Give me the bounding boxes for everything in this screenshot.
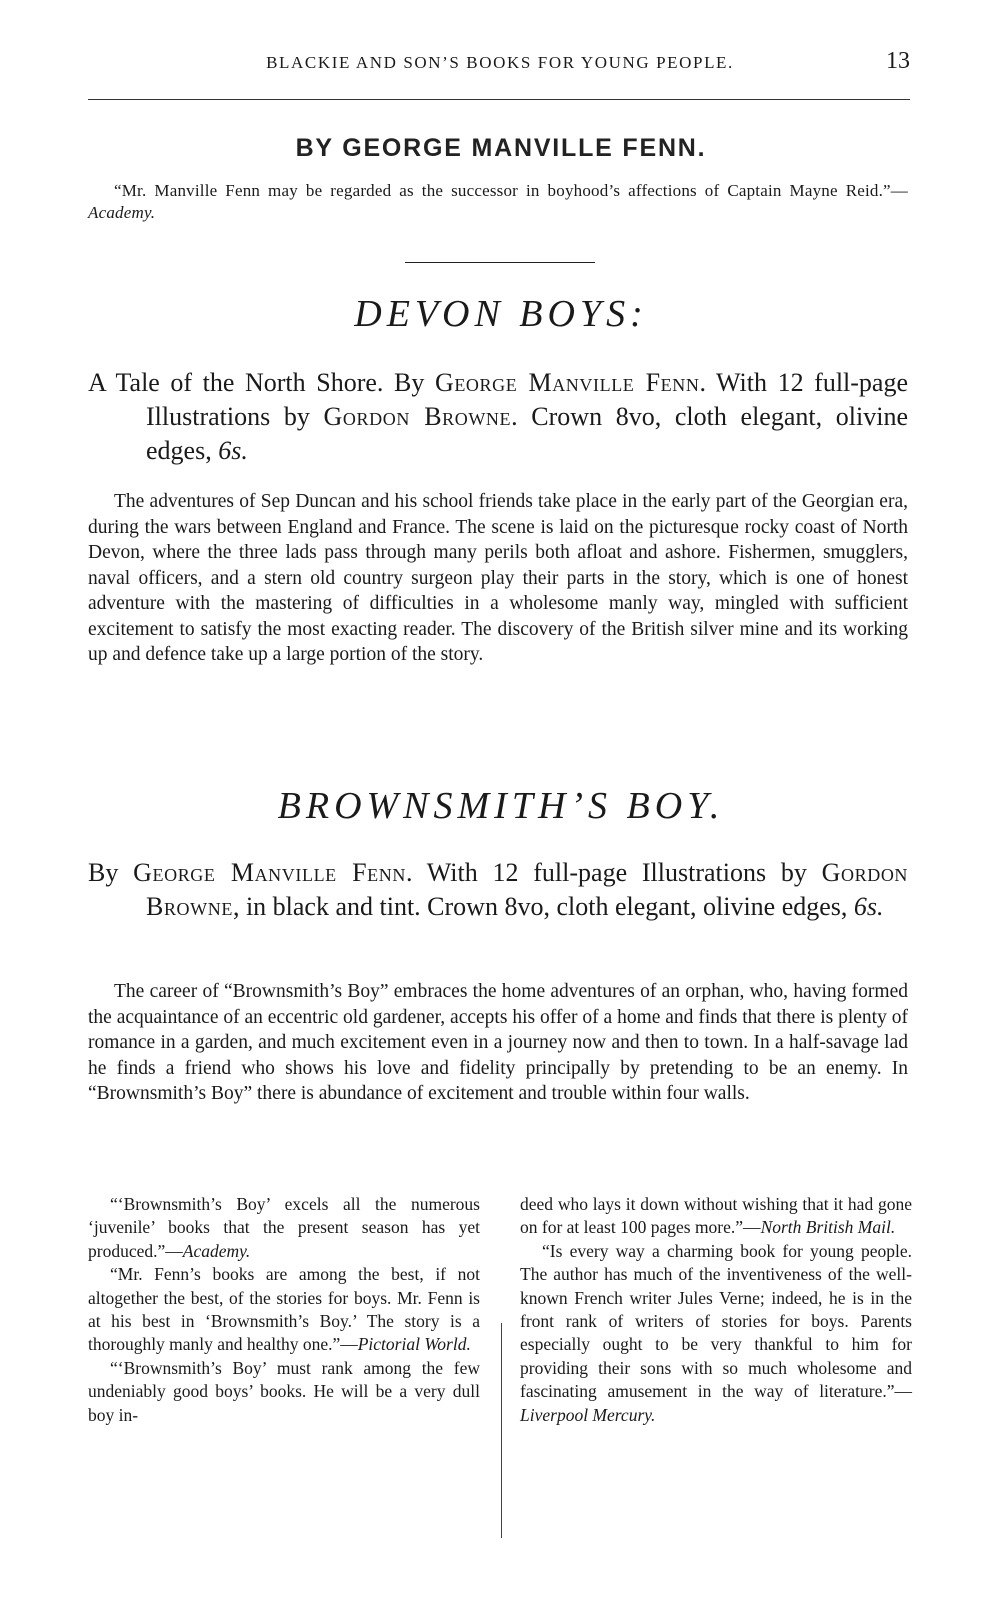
desc-illustrator: Gordon Browne	[146, 858, 909, 921]
desc-price: 6s.	[853, 892, 884, 921]
desc-mid: . With 12 full-page Illustrations by	[146, 368, 909, 431]
desc-mid: . With 12 full-page Illustrations by	[405, 858, 807, 887]
review-quote-continued	[520, 1193, 912, 1240]
author-quote-source: Academy.	[88, 203, 156, 222]
section-divider	[405, 262, 595, 263]
desc-author: George Manville Fenn	[434, 368, 700, 397]
reviews-right-column	[520, 1193, 912, 1427]
book-description-brownsmiths-boy	[88, 856, 908, 924]
desc-price: 6s.	[218, 436, 248, 465]
reviews-left-column	[88, 1193, 480, 1427]
press-reviews	[88, 1193, 912, 1523]
author-quote-text: “Mr. Manville Fenn may be regarded as the successor in boyhood’s affections of Captain Mayne Reid.”—	[114, 181, 908, 200]
desc-illustrator: Gordon Browne	[323, 402, 512, 431]
review-source: Liverpool Mercury.	[520, 1404, 656, 1425]
running-header	[90, 50, 910, 80]
review-quote	[88, 1193, 480, 1263]
header-rule	[88, 99, 910, 100]
review-text: “Mr. Fenn’s books are among the best, if not altogether the best, of the stories for boys. Mr. Fenn is at his best in ‘Brownsmith’s Boy.’ The story is a thoroughly manly and healthy one.”—	[88, 1264, 480, 1355]
review-quote	[520, 1240, 912, 1427]
desc-suffix: . Crown 8vo, cloth elegant, olivine edges,	[146, 402, 908, 465]
author-heading: BY GEORGE MANVILLE FENN.	[295, 134, 707, 162]
page-number: 13	[886, 48, 910, 74]
desc-prefix: A Tale of the North Shore. By	[88, 368, 425, 397]
desc-prefix: By	[88, 858, 119, 887]
review-text: deed who lays it down without wishing that it had gone on for at least 100 pages more.”—	[520, 1194, 912, 1238]
running-title: BLACKIE AND SON’S BOOKS FOR YOUNG PEOPLE.	[266, 53, 734, 72]
column-divider	[501, 1323, 502, 1538]
book-description-devon-boys	[88, 366, 908, 468]
review-text: “Is every way a charming book for young people. The author has much of the inventiveness of the well-known French writer Jules Verne; indeed, he is in the front rank of writers of stories for boys. Parents especially ought to be very thankful to him for providing their sons with so much wholesome and fascinating amusement in the way of literature.”—	[520, 1240, 912, 1402]
review-text: “‘Brownsmith’s Boy’ must rank among the few undeniably good boys’ books. He will be a very dull boy in-	[88, 1357, 480, 1425]
review-quote	[88, 1263, 480, 1357]
review-source: Academy.	[182, 1240, 251, 1261]
review-source: North British Mail.	[760, 1217, 896, 1238]
book-body-brownsmiths-boy: The career of “Brownsmith’s Boy” embraces the home adventures of an orphan, who, having formed the acquaintance of an eccentric old gardener, accepts his offer of a home and finds that there is plenty of romance in a garden, and much excitement even in a journey now and then to town. In a half-savage lad he finds a friend who shows his love and fidelity principally by pretending to be an enemy. In “Brownsmith’s Boy” there is abundance of excitement and trouble within four walls.	[88, 981, 908, 1104]
review-source: Pictorial World.	[357, 1334, 471, 1355]
review-quote	[88, 1357, 480, 1427]
author-quote	[88, 180, 908, 224]
desc-author: George Manville Fenn	[133, 858, 406, 887]
book-title-brownsmiths-boy: BROWNSMITH’S BOY.	[277, 785, 725, 827]
book-body-devon-boys: The adventures of Sep Duncan and his school friends take place in the early part of the Georgian era, during the wars between England and France. The scene is laid on the picturesque rocky coast of North Devon, where the three lads pass through many perils both afloat and ashore. Fishermen, smugglers, naval officers, and a stern old country surgeon play their parts in the story, which is one of honest adventure with the mastering of difficulties in a wholesome manly way, mingled with sufficient excitement to satisfy the most exacting reader. The discovery of the British silver mine and its working up and defence take up a large portion of the story.	[88, 491, 908, 665]
desc-suffix: , in black and tint. Crown 8vo, cloth elegant, olivine edges,	[232, 892, 848, 921]
review-text: “‘Brownsmith’s Boy’ excels all the numerous ‘juvenile’ books that the present season has yet produced.”—	[88, 1194, 480, 1261]
book-title-devon-boys: DEVON BOYS:	[354, 293, 648, 335]
